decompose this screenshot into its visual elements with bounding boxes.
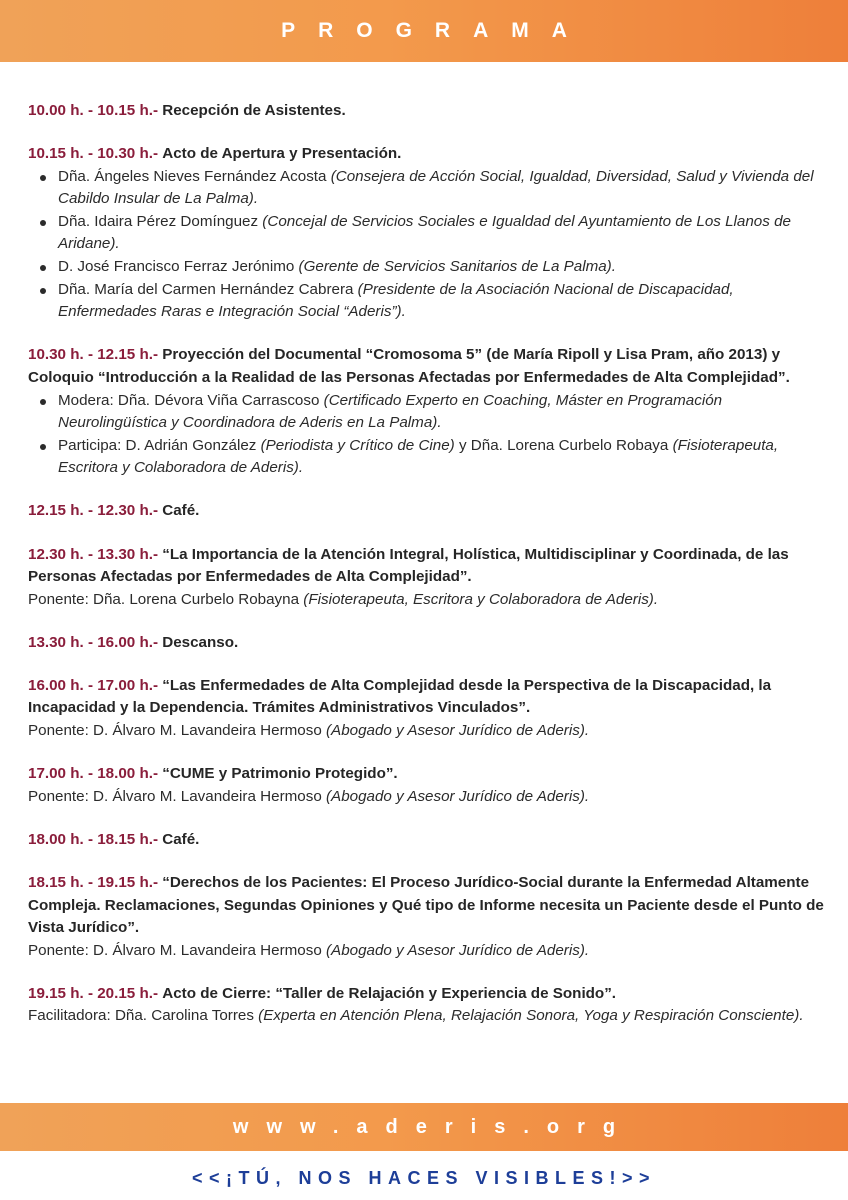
schedule-item bbox=[28, 829, 828, 852]
item-time: 10.00 h. - 10.15 h.- bbox=[28, 102, 158, 119]
item-title: Acto de Cierre: “Taller de Relajación y Experiencia de Sonido”. bbox=[162, 984, 617, 1002]
item-time: 16.00 h. - 17.00 h.- bbox=[28, 676, 158, 694]
header-band bbox=[0, 0, 848, 62]
schedule-item bbox=[28, 675, 828, 743]
page-title: PROGRAMA bbox=[281, 19, 590, 42]
item-time: 12.15 h. - 12.30 h.- bbox=[28, 502, 158, 520]
list-item: Modera: Dña. Dévora Viña Carrascoso (Certificado Experto en Coaching, Máster en Programación Neurolingüística y Coordinadora de Aderis en La Palma). bbox=[28, 390, 828, 435]
bullet-icon bbox=[40, 288, 46, 294]
item-title: Descanso. bbox=[162, 633, 239, 651]
list-item: D. José Francisco Ferraz Jerónimo (Gerente de Servicios Sanitarios de La Palma). bbox=[28, 256, 828, 279]
footer-band bbox=[0, 1103, 848, 1151]
item-time: 13.30 h. - 16.00 h.- bbox=[28, 633, 158, 651]
schedule-item bbox=[28, 544, 828, 612]
bullet-icon bbox=[40, 265, 46, 271]
list-item: Participa: D. Adrián González (Periodista y Crítico de Cine) y Dña. Lorena Curbelo Robaya (Fisioterapeuta, Escritora y Colaboradora de Aderis). bbox=[28, 435, 828, 480]
item-title: Recepción de Asistentes. bbox=[162, 102, 346, 119]
schedule-item bbox=[28, 632, 828, 655]
speaker-line: Ponente: D. Álvaro M. Lavandeira Hermoso (Abogado y Asesor Jurídico de Aderis). bbox=[28, 941, 590, 959]
schedule-item bbox=[28, 500, 828, 523]
schedule-item bbox=[28, 143, 828, 324]
speaker-list bbox=[28, 166, 828, 324]
list-item: Dña. Idaira Pérez Domínguez (Concejal de Servicios Sociales e Igualdad del Ayuntamiento de Los Llanos de Aridane). bbox=[28, 211, 828, 256]
bullet-icon bbox=[40, 220, 46, 226]
item-title: “Las Enfermedades de Alta Complejidad desde la Perspectiva de la Discapacidad, la Incapacidad y la Dependencia. Trámites Administrativos Vinculados”. bbox=[28, 676, 772, 717]
item-time: 19.15 h. - 20.15 h.- bbox=[28, 984, 158, 1002]
slogan: <<¡TÚ, NOS HACES VISIBLES!>> bbox=[191, 1167, 657, 1188]
bullet-icon bbox=[40, 444, 46, 450]
speaker-line: Ponente: D. Álvaro M. Lavandeira Hermoso (Abogado y Asesor Jurídico de Aderis). bbox=[28, 722, 590, 740]
item-time: 10.30 h. - 12.15 h.- bbox=[28, 346, 158, 364]
item-time: 10.15 h. - 10.30 h.- bbox=[28, 145, 158, 163]
item-title: “La Importancia de la Atención Integral, Holística, Multidisciplinar y Coordinada, de las Personas Afectadas por Enfermedades de Alta Complejidad”. bbox=[28, 545, 789, 586]
item-time: 18.00 h. - 18.15 h.- bbox=[28, 830, 158, 848]
schedule-item bbox=[28, 344, 828, 480]
item-title: Acto de Apertura y Presentación. bbox=[162, 145, 402, 163]
schedule-item bbox=[28, 100, 828, 123]
list-item: Dña. María del Carmen Hernández Cabrera (Presidente de la Asociación Nacional de Discapacidad, Enfermedades Raras e Integración Social “Aderis”). bbox=[28, 279, 828, 324]
item-time: 18.15 h. - 19.15 h.- bbox=[28, 873, 158, 891]
item-title: “CUME y Patrimonio Protegido”. bbox=[162, 765, 398, 783]
item-time: 12.30 h. - 13.30 h.- bbox=[28, 545, 158, 563]
item-title: Proyección del Documental “Cromosoma 5” (de María Ripoll y Lisa Pram, año 2013) y Coloquio “Introducción a la Realidad de las Personas Afectadas por Enfermedades de Alta Complejidad”. bbox=[28, 346, 790, 386]
speaker-list bbox=[28, 390, 828, 480]
schedule-item bbox=[28, 763, 828, 808]
schedule-item bbox=[28, 983, 828, 1028]
item-title: “Derechos de los Pacientes: El Proceso Jurídico-Social durante la Enfermedad Altamente Compleja. Reclamaciones, Segundas Opiniones y Qué tipo de Informe necesita un Paciente desde el Punto de Vista Jurídico”. bbox=[28, 873, 824, 937]
speaker-line: Ponente: Dña. Lorena Curbelo Robayna (Fisioterapeuta, Escritora y Colaboradora de Aderis). bbox=[28, 590, 659, 608]
website-link[interactable]: www.aderis.org bbox=[232, 1115, 634, 1138]
speaker-line: Facilitadora: Dña. Carolina Torres (Experta en Atención Plena, Relajación Sonora, Yoga y Respiración Consciente). bbox=[28, 1007, 804, 1025]
speaker-line: Ponente: D. Álvaro M. Lavandeira Hermoso (Abogado y Asesor Jurídico de Aderis). bbox=[28, 787, 590, 805]
schedule-item bbox=[28, 872, 828, 962]
list-item: Dña. Ángeles Nieves Fernández Acosta (Consejera de Acción Social, Igualdad, Diversidad, Salud y Vivienda del Cabildo Insular de La Palma). bbox=[28, 166, 828, 211]
schedule bbox=[28, 100, 828, 1049]
item-time: 17.00 h. - 18.00 h.- bbox=[28, 765, 158, 783]
item-title: Café. bbox=[162, 502, 200, 520]
bullet-icon bbox=[40, 175, 46, 181]
bullet-icon bbox=[40, 399, 46, 405]
item-title: Café. bbox=[162, 830, 200, 848]
